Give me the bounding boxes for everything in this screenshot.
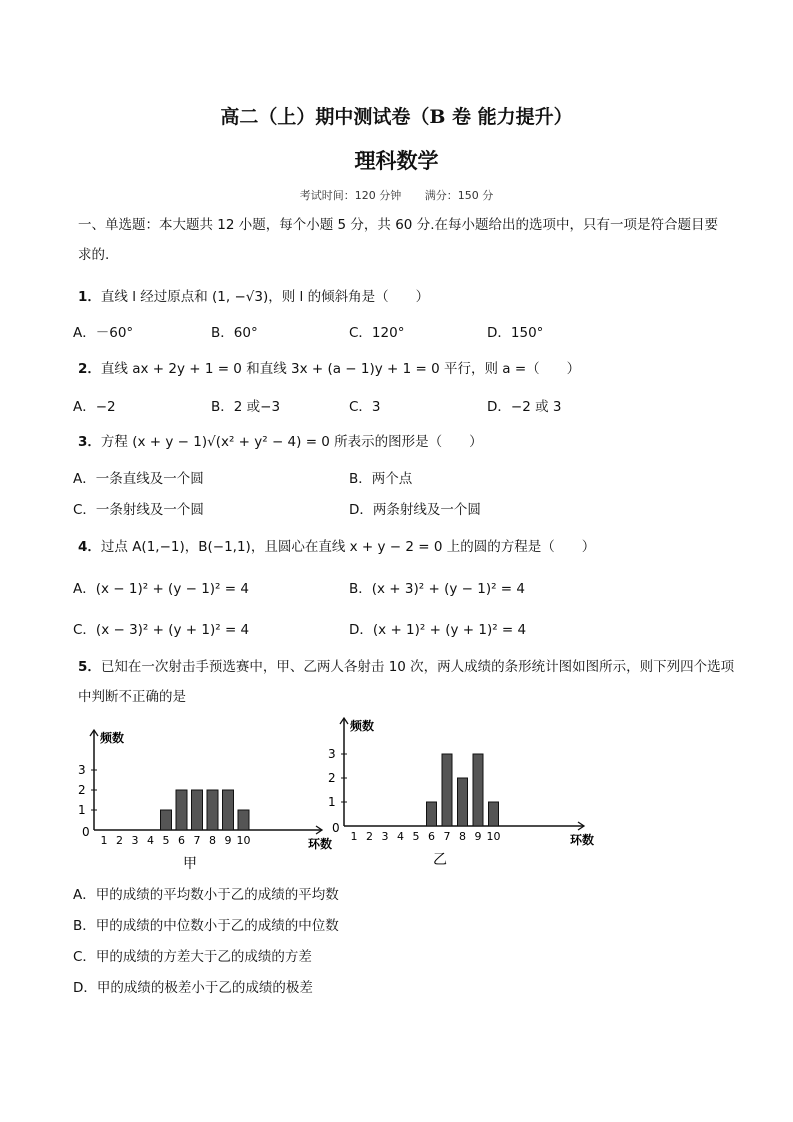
x-axis-label: 环数 xyxy=(570,833,595,847)
x-tick-label: 9 xyxy=(474,830,482,843)
x-tick-label: 4 xyxy=(397,830,404,843)
bar xyxy=(427,802,437,826)
question-stem: 直线 l 经过原点和 (1, −√3)，则 l 的倾斜角是（ ） xyxy=(100,289,430,305)
y-tick-label: 2 xyxy=(78,783,86,797)
x-tick-label: 8 xyxy=(459,830,466,843)
q5-option-c: C．甲的成绩的方差大于乙的成绩的方差 xyxy=(73,949,312,965)
q1-option-d: D．150° xyxy=(487,325,544,341)
bar xyxy=(442,754,452,826)
q3-option-a: A．一条直线及一个圆 xyxy=(73,471,204,487)
x-tick-label: 9 xyxy=(224,834,232,847)
q4-option-b: B．(x + 3)² + (y − 1)² = 4 xyxy=(349,581,525,597)
q5-option-b: B．甲的成绩的中位数小于乙的成绩的中位数 xyxy=(73,918,339,934)
x-tick-label: 6 xyxy=(178,834,185,847)
q2-option-a: A．−2 xyxy=(73,399,116,415)
y-tick-label: 1 xyxy=(78,803,86,817)
x-tick-label: 4 xyxy=(147,834,154,847)
y-tick-label: 3 xyxy=(328,747,336,761)
question-number: 1． xyxy=(78,289,101,305)
question-stem: 过点 A(1,−1)，B(−1,1)，且圆心在直线 x + y − 2 = 0 上的圆的方程是（ ） xyxy=(100,539,596,555)
q2-option-c: C．3 xyxy=(349,399,381,415)
x-axis-label: 环数 xyxy=(308,837,333,851)
y-axis-label: 频数 xyxy=(350,719,375,733)
q4-option-c: C．(x − 3)² + (y + 1)² = 4 xyxy=(73,622,250,638)
x-tick-label: 5 xyxy=(412,830,420,843)
question-1 xyxy=(78,285,429,305)
exam-subtitle: 理科数学 xyxy=(354,148,439,173)
question-4 xyxy=(78,535,595,555)
x-tick-label: 6 xyxy=(428,830,435,843)
x-tick-label: 10 xyxy=(236,834,251,847)
bar xyxy=(176,790,187,830)
x-tick-label: 2 xyxy=(116,834,123,847)
x-tick-label: 8 xyxy=(209,834,216,847)
question-number: 4． xyxy=(78,539,101,555)
section-intro: 一、单选题：本大题共 12 小题，每个小题 5 分，共 60 分.在每小题给出的选项中，只有一项是符合题目要求的. xyxy=(78,217,718,263)
x-tick-label: 5 xyxy=(162,834,170,847)
q2-option-b: B．2 或−3 xyxy=(211,399,281,415)
bar xyxy=(458,778,468,826)
q4-option-d: D．(x + 1)² + (y + 1)² = 4 xyxy=(349,622,527,638)
chart-title: 乙 xyxy=(433,852,447,868)
question-2 xyxy=(78,357,580,377)
bar xyxy=(161,810,172,830)
x-tick-label: 3 xyxy=(381,830,389,843)
exam-time: 考试时间：120 分钟 xyxy=(299,189,402,202)
chart-axes xyxy=(90,730,322,834)
bar xyxy=(473,754,483,826)
exam-score: 满分：150 分 xyxy=(424,189,494,202)
bar xyxy=(207,790,218,830)
exam-title: 高二（上）期中测试卷（B 卷 能力提升） xyxy=(220,106,573,128)
exam-info xyxy=(0,187,793,203)
y-axis-label: 频数 xyxy=(100,731,125,745)
y-tick-label: 2 xyxy=(328,771,336,785)
question-5-line2: 中判断不正确的是 xyxy=(78,689,186,705)
bar-chart-jia xyxy=(70,720,332,875)
question-number: 3． xyxy=(78,434,101,450)
x-tick-label: 3 xyxy=(131,834,139,847)
x-tick-label: 1 xyxy=(350,830,358,843)
y-tick-label: 3 xyxy=(78,763,86,777)
q2-option-d: D．−2 或 3 xyxy=(487,399,562,415)
bar xyxy=(192,790,203,830)
bar xyxy=(489,802,499,826)
chart-title: 甲 xyxy=(183,856,197,872)
x-tick-label: 10 xyxy=(486,830,501,843)
question-number: 5． xyxy=(78,659,101,675)
question-stem: 方程 (x + y − 1)√(x² + y² − 4) = 0 所表示的图形是（ ） xyxy=(100,434,483,450)
y-tick-label: 1 xyxy=(328,795,336,809)
origin-label: 0 xyxy=(332,821,340,835)
bar-chart-yi xyxy=(330,710,602,870)
q1-option-a: A．－60° xyxy=(73,325,134,341)
q4-option-a: A．(x − 1)² + (y − 1)² = 4 xyxy=(73,581,249,597)
q3-option-c: C．一条射线及一个圆 xyxy=(73,502,204,518)
x-tick-label: 2 xyxy=(366,830,373,843)
question-5 xyxy=(78,655,734,675)
question-stem: 直线 ax + 2y + 1 = 0 和直线 3x + (a − 1)y + 1 = 0 平行，则 a =（ ） xyxy=(100,361,581,377)
question-number: 2． xyxy=(78,361,101,377)
x-tick-label: 7 xyxy=(443,830,451,843)
q3-option-d: D．两条射线及一个圆 xyxy=(349,502,481,518)
question-3 xyxy=(78,430,483,450)
x-tick-label: 1 xyxy=(100,834,108,847)
q5-option-d: D．甲的成绩的极差小于乙的成绩的极差 xyxy=(73,980,313,996)
bar xyxy=(238,810,249,830)
x-tick-label: 7 xyxy=(193,834,201,847)
q5-option-a: A．甲的成绩的平均数小于乙的成绩的平均数 xyxy=(73,887,339,903)
q1-option-c: C．120° xyxy=(349,325,405,341)
bar xyxy=(223,790,234,830)
question-stem: 已知在一次射击手预选赛中，甲、乙两人各射击 10 次，两人成绩的条形统计图如图所示，则下列四个选项 xyxy=(100,659,735,675)
q1-option-b: B．60° xyxy=(211,325,258,341)
origin-label: 0 xyxy=(82,825,90,839)
q3-option-b: B．两个点 xyxy=(349,471,413,487)
